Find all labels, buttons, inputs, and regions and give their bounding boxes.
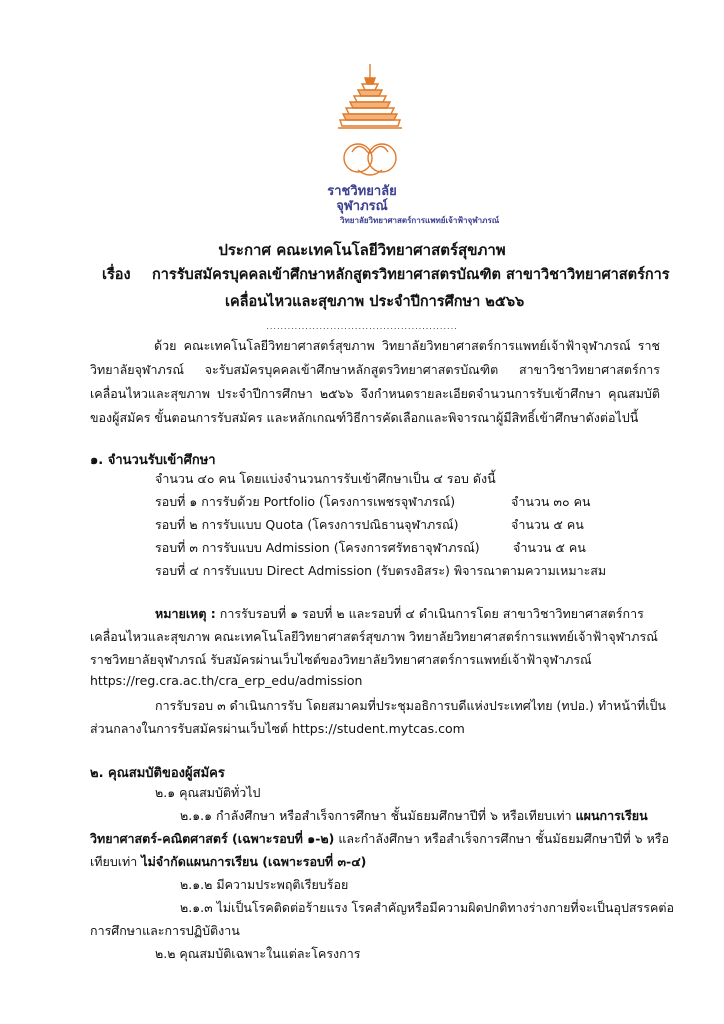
- round-3-label: รอบที่ ๓ การรับแบบ Admission (โครงการศรัทธาจุฬาภรณ์): [155, 540, 480, 555]
- note-url: https://reg.cra.ac.th/cra_erp_edu/admission: [90, 673, 363, 688]
- s21-general: ๒.๑ คุณสมบัติทั่วไป: [155, 785, 261, 800]
- institution-name-line3: วิทยาลัยวิทยาศาสตร์การแพทย์เจ้าฟ้าจุฬาภรณ์: [340, 216, 500, 225]
- s211-line2: [90, 829, 669, 849]
- s211-text-f: ไม่จำกัดแผนการเรียน (เฉพาะรอบที่ ๓-๔): [141, 854, 367, 869]
- s213-line1: ๒.๑.๓ ไม่เป็นโรคติดต่อร้ายแรง โรคสำคัญหรือมีความผิดปกติทางร่างกายที่จะเป็นอุปสรรคต่อ: [180, 900, 674, 915]
- s211-text-a: ๒.๑.๑ กำลังศึกษา หรือสำเร็จการศึกษา ชั้นมัธยมศึกษาปีที่ ๖ หรือเทียบเท่า: [180, 808, 576, 823]
- s211-line3: [90, 852, 366, 872]
- round-2-label: รอบที่ ๒ การรับแบบ Quota (โครงการปณิธานจุฬาภรณ์): [155, 517, 459, 532]
- section1-summary: จำนวน ๔๐ คน โดยแบ่งจำนวนการรับเข้าศึกษาเป็น ๔ รอบ ดังนี้: [155, 471, 496, 486]
- note-line2: เคลื่อนไหวและสุขภาพ คณะเทคโนโลยีวิทยาศาสตร์สุขภาพ วิทยาลัยวิทยาศาสตร์การแพทย์เจ้าฟ้าจุฬาภรณ์: [90, 629, 658, 644]
- section1-heading: ๑. จำนวนรับเข้าศึกษา: [90, 453, 216, 468]
- note-line3: ราชวิทยาลัยจุฬาภรณ์ รับสมัครผ่านเว็บไซต์ของวิทยาลัยวิทยาศาสตร์การแพทย์เจ้าฟ้าจุฬาภรณ์: [90, 652, 592, 667]
- institution-name-line2: จุฬาภรณ์: [336, 199, 388, 214]
- round-2-count: จำนวน ๕ คน: [511, 517, 584, 532]
- s211-text-d: และกำลังศึกษา หรือสำเร็จการศึกษา ชั้นมัธยมศึกษาปีที่ ๖ หรือ: [334, 831, 670, 846]
- round-1-count: จำนวน ๓๐ คน: [511, 494, 591, 509]
- subject-label: เรื่อง: [102, 267, 131, 283]
- round-4-label: รอบที่ ๔ การรับแบบ Direct Admission (รับตรงอิสระ) พิจารณาตามความเหมาะสม: [155, 563, 607, 578]
- section2-heading: ๒. คุณสมบัติของผู้สมัคร: [90, 766, 225, 781]
- subject-line1: การรับสมัครบุคคลเข้าศึกษาหลักสูตรวิทยาศาสตรบัณฑิต สาขาวิชาวิทยาศาสตร์การ: [152, 267, 670, 283]
- s211-text-b: แผนการเรียน: [575, 808, 648, 823]
- announcement-title: ประกาศ คณะเทคโนโลยีวิทยาศาสตร์สุขภาพ: [218, 241, 506, 259]
- s22-specific: ๒.๒ คุณสมบัติเฉพาะในแต่ละโครงการ: [155, 946, 361, 961]
- s212-conduct: ๒.๑.๒ มีความประพฤติเรียบร้อย: [180, 877, 349, 892]
- subject-line2: เคลื่อนไหวและสุขภาพ ประจำปีการศึกษา ๒๕๖๖: [225, 294, 525, 310]
- round-3-item: [155, 538, 586, 558]
- note-label: หมายเหตุ :: [155, 606, 216, 621]
- intro-text: ด้วย คณะเทคโนโลยีวิทยาศาสตร์สุขภาพ วิทยาลัยวิทยาศาสตร์การแพทย์เจ้าฟ้าจุฬาภรณ์ ราชวิทยาลัยจุฬาภรณ์ จะรับสมัครบุคคลเข้าศึกษาหลักสูตรวิทยาศาสตรบัณฑิต สาขาวิชาวิทยาศาสตร์การเคลื่อนไหวและสุขภาพ ประจำปีการศึกษา ๒๕๖๖ จึงกำหนดรายละเอียดจำนวนการรับเข้าศึกษา คุณสมบัติของผู้สมัคร ขั้นตอนการรับสมัคร และหลักเกณฑ์วิธีการคัดเลือกและพิจารณาผู้มีสิทธิ์เข้าศึกษาดังต่อไปนี้: [90, 338, 660, 425]
- round-1-label: รอบที่ ๑ การรับด้วย Portfolio (โครงการเพชรจุฬาภรณ์): [155, 494, 456, 509]
- s211-text-e: เทียบเท่า: [90, 854, 142, 869]
- round3-line1: การรับรอบ ๓ ดำเนินการรับ โดยสมาคมที่ประชุมอธิการบดีแห่งประเทศไทย (ทปอ.) ทำหน้าที่เป็น: [155, 698, 666, 713]
- round-3-count: จำนวน ๕ คน: [513, 540, 586, 555]
- institution-name-line1: ราชวิทยาลัย: [327, 184, 397, 199]
- round-4-item: [155, 561, 606, 581]
- college-emblem-logo: [328, 62, 412, 192]
- title-divider: ......................................................: [266, 322, 458, 331]
- note-text: การรับรอบที่ ๑ รอบที่ ๒ และรอบที่ ๔ ดำเนินการโดย สาขาวิชาวิทยาศาสตร์การ: [215, 606, 644, 621]
- s213-line2: การศึกษาและการปฏิบัติงาน: [90, 923, 240, 938]
- round3-line2: ส่วนกลางในการรับสมัครผ่านเว็บไซต์ https://student.mytcas.com: [90, 721, 465, 736]
- round-2-item: [155, 515, 584, 535]
- round-1-item: [155, 492, 591, 512]
- note-line1: [155, 604, 644, 624]
- s211-line1: [180, 806, 648, 826]
- s211-text-c: วิทยาศาสตร์-คณิตศาสตร์ (เฉพาะรอบที่ ๑-๒): [90, 831, 335, 846]
- intro-paragraph: [90, 334, 660, 430]
